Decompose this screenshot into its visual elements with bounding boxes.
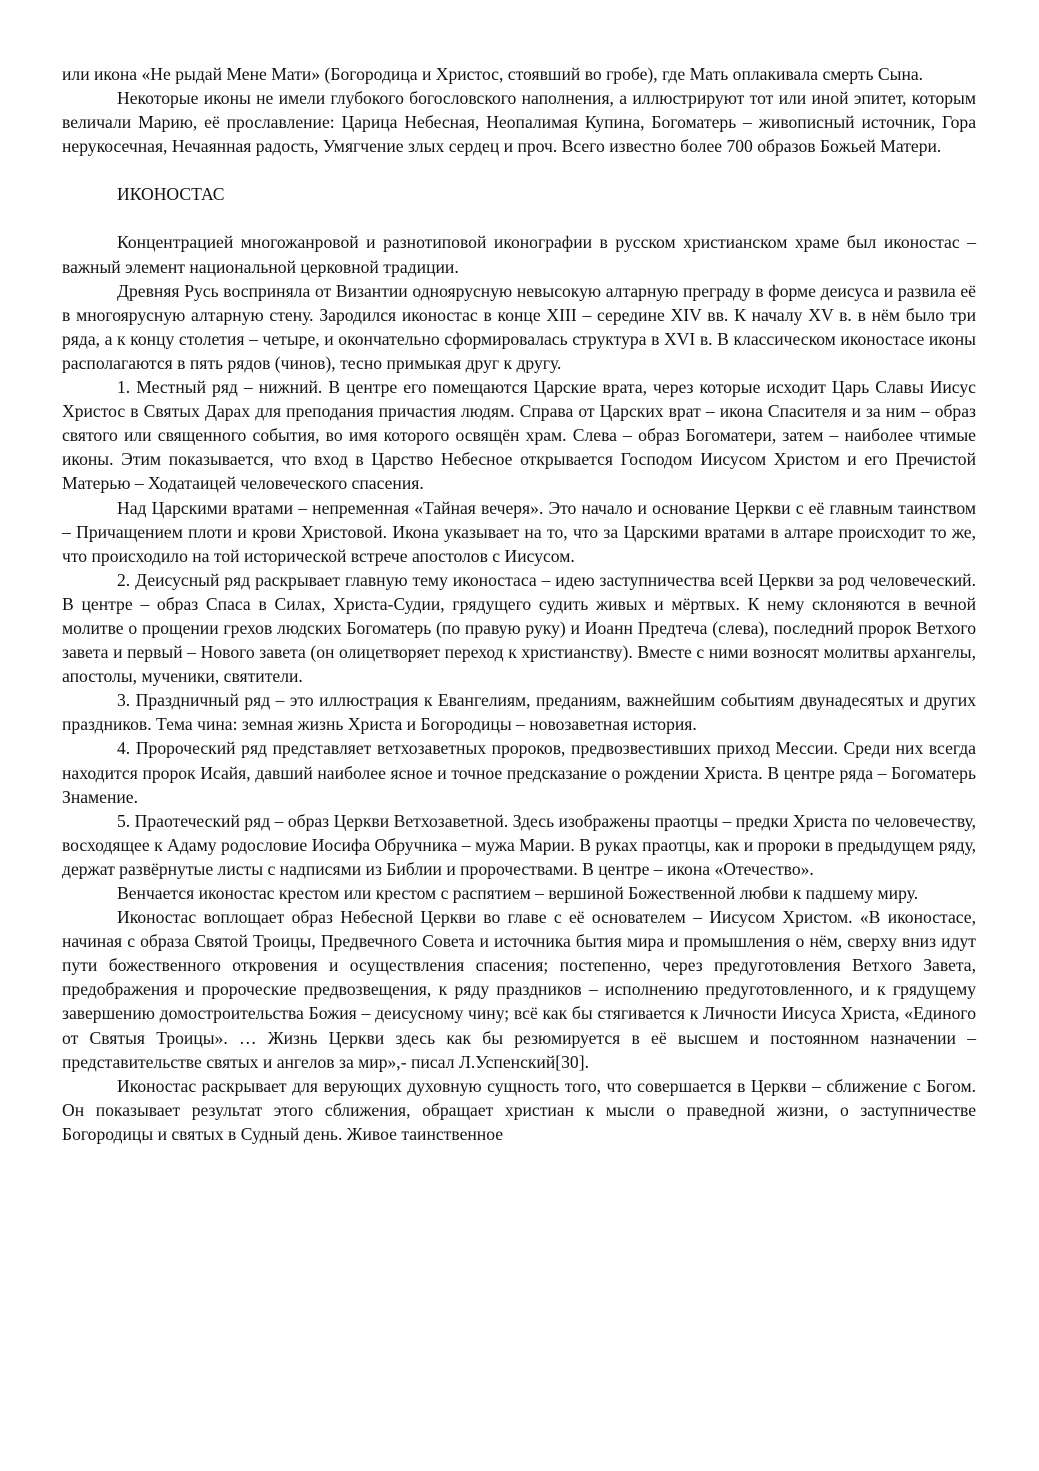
paragraph-iconostasis-intro: Концентрацией многожанровой и разнотиповой иконографии в русском христианском храме был иконостас – важный элемент национальной церковной традиции. [62,232,976,277]
paragraph-heavenly-church: Иконостас воплощает образ Небесной Церкви во главе с её основателем – Иисусом Христом. «В иконостасе, начиная с образа Святой Троицы, Предвечного Совета и источника бытия мира и промышления о нём, сверху вниз идут пути божественного откровения и осуществления спасения; постепенно, через предуготовления Ветхого Завета, предображения и пророческие предвозвещения, к ряду праздников – исполнению предуготовленного, и к грядущему завершению домостроительства Божия – деисусному чину; всё как бы стягивается к Личности Иисуса Христа, «Единого от Святыя Троицы». … Жизнь Церкви здесь как бы резюмируется в её высшем и постоянном назначении – представительстве святых и ангелов за мир»,- писал Л.Успенский[30]. [62,907,976,1072]
paragraph-last-supper: Над Царскими вратами – непременная «Тайная вечеря». Это начало и основание Церкви с её главным таинством – Причащением плоти и крови Христовой. Икона указывает на то, что за Царскими вратами в алтаре происходит то же, что происходило на той исторической встрече апостолов с Иисусом. [62,497,976,566]
paragraph-festive-row: 3. Праздничный ряд – это иллюстрация к Евангелиям, преданиям, важнейшим событиям двунадесятых и других праздников. Тема чина: земная жизнь Христа и Богородицы – новозаветная история. [62,690,976,735]
paragraph-forefathers-row: 5. Праотеческий ряд – образ Церкви Ветхозаветной. Здесь изображены праотцы – предки Христа по человечеству, восходящее к Адаму родословие Иосифа Обручника – мужа Марии. В руках праотцы, как и пророки в предыдущем ряду, держат развёрнутые листы с надписями из Библии и пророчествами. В центре – икона «Отечество». [62,810,976,879]
paragraph-continuation: или икона «Не рыдай Мене Мати» (Богородица и Христос, стоявший во гробе), где Мать оплакивала смерть Сына. [62,64,924,84]
paragraph-deesis-row: 2. Деисусный ряд раскрывает главную тему иконостаса – идею заступничества всей Церкви за род человеческий. В центре – образ Спаса в Силах, Христа-Судии, грядущего судить живых и мёртвых. К нему склоняются в вечной молитве о прощении грехов людских Богоматерь (по правую руку) и Иоанн Предтеча (слева), последний пророк Ветхого завета и первый – Нового завета (он олицетворяет переход к христианству). Вместе с ними возносят молитвы архангелы, апостолы, мученики, святители. [62,569,976,687]
paragraph-prophetic-row: 4. Пророческий ряд представляет ветхозаветных пророков, предвозвестивших приход Мессии. Среди них всегда находится пророк Исайя, давший наиболее ясное и точное предсказание о рождении Христа. В центре ряда – Богоматерь Знамение. [62,738,976,807]
paragraph-ancient-rus: Древняя Русь восприняла от Византии одноярусную невысокую алтарную преграду в форме деисуса и развила её в многоярусную алтарную стену. Зародился иконостас в конце XIII – середине XIV вв. К началу XV в. в нём было три ряда, а к концу столетия – четыре, и окончательно сформировалась структура в XVI в. В классическом иконостасе иконы располагаются в пять рядов (чинов), тесно примыкая друг к другу. [62,280,976,373]
paragraph-cross: Венчается иконостас крестом или крестом с распятием – вершиной Божественной любви к падшему миру. [117,883,919,903]
paragraph-local-row: 1. Местный ряд – нижний. В центре его помещаются Царские врата, через которые исходит Царь Славы Иисус Христос в Святых Дарах для преподания причастия людям. Справа от Царских врат – икона Спасителя и за ним – образ святого или священного события, во имя которого освящён храм. Слева – образ Богоматери, затем – наиболее чтимые иконы. Этим показывается, что вход в Царство Небесное открывается Господом Иисусом Христом и его Пречистой Матерью – Ходатаицей человеческого спасения. [62,377,976,494]
document-page [62,62,976,1146]
section-heading-iconostasis: ИКОНОСТАС [117,184,225,205]
paragraph-spiritual-essence: Иконостас раскрывает для верующих духовную сущность того, что совершается в Церкви – сближение с Богом. Он показывает результат этого сближения, обращает христиан к мысли о праведной жизни, о заступничестве Богородицы и святых в Судный день. Живое таинственное [62,1075,976,1144]
paragraph-icon-epithets: Некоторые иконы не имели глубокого богословского наполнения, а иллюстрируют тот или иной эпитет, которым величали Марию, её прославление: Царица Небесная, Неопалимая Купина, Богоматерь – живописный источник, Гора нерукосечная, Нечаянная радость, Умягчение злых сердец и проч. Всего известно более 700 образов Божьей Матери. [62,88,976,157]
